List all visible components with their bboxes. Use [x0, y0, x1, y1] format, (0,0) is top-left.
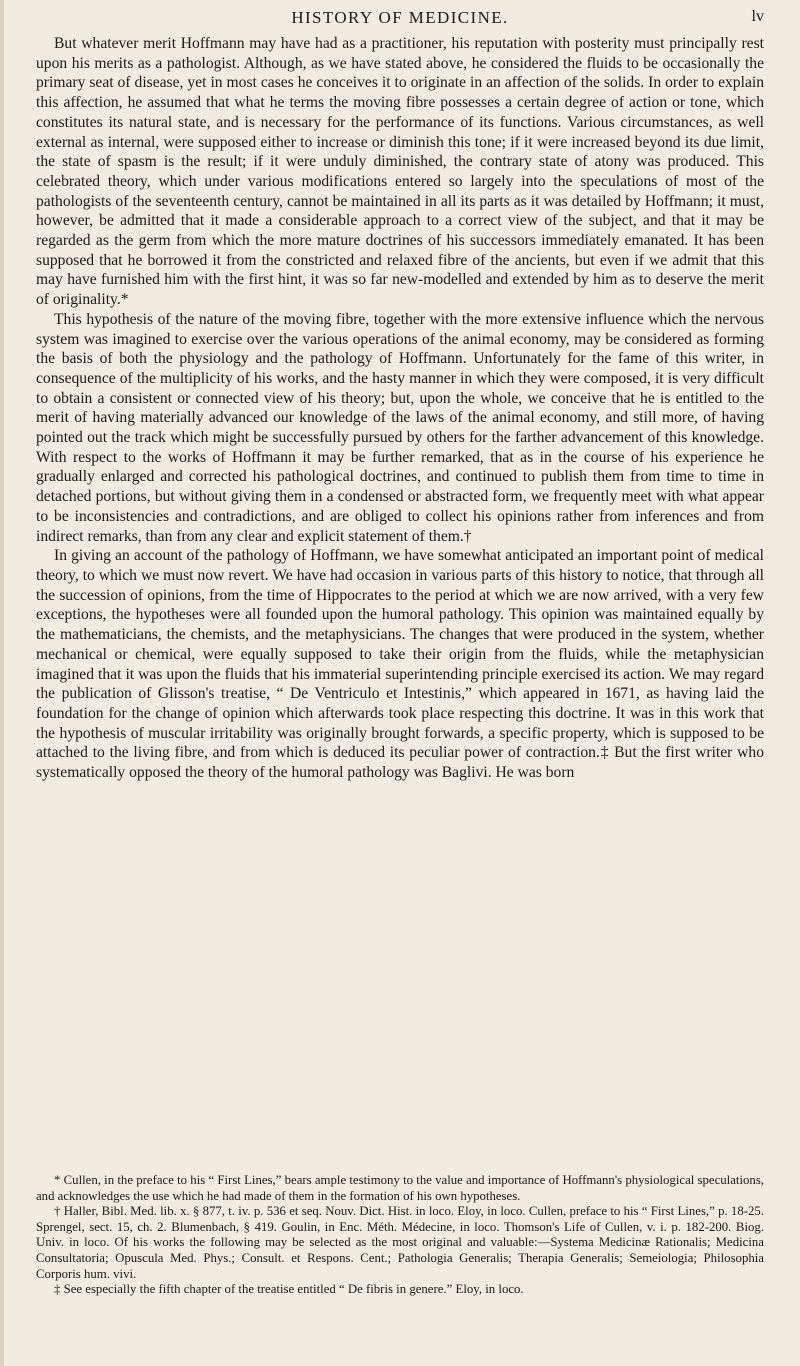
footnote-asterisk: * Cullen, in the preface to his “ First Lines,” bears ample testimony to the value and importance of Hoffmann's physiological speculations, and acknowledges the use which he had made of them in the formation of his own hypotheses. [36, 1173, 764, 1203]
body-text [36, 34, 764, 783]
page-number: lv [751, 8, 764, 25]
paragraph-humoral-pathology: In giving an account of the pathology of Hoffmann, we have somewhat anticipated an important point of medical theory, to which we must now revert. We have had occasion in various parts of this history to notice, that through all the succession of opinions, from the time of Hippocrates to the period at which we are now arrived, with a very few exceptions, the hypotheses were all founded upon the humoral pathology. This opinion was maintained equally by the mathematicians, the chemists, and the metaphysicians. The changes that were produced in the system, whether mechanical or chemical, were equally supposed to take their origin from the fluids, while the metaphysician imagined that it was upon the fluids that his immaterial superintending principle exercised its action. We may regard the publication of Glisson's treatise, “ De Ventriculo et Intestinis,” which appeared in 1671, as having laid the foundation for the change of opinion which afterwards took place respecting this doctrine. It was in this work that the hypothesis of muscular irritability was originally brought forwards, a specific property, which is supposed to be attached to the living fibre, and from which is deduced its peculiar power of contraction.‡ But the first writer who systematically opposed the theory of the humoral pathology was Baglivi. He was born [36, 547, 764, 782]
page-binding-edge [0, 0, 4, 1366]
footnote-dagger: † Haller, Bibl. Med. lib. x. § 877, t. iv. p. 536 et seq. Nouv. Dict. Hist. in loco. Eloy, in loco. Cullen, preface to his “ First Lines,” p. 18-25. Sprengel, sect. 15, ch. 2. Blumenbach, § 419. Goulin, in Enc. Méth. Médecine, in loco. Thomson's Life of Cullen, v. i. p. 182-200. Biog. Univ. in loco. Of his works the following may be selected as the most original and valuable:—Systema Medicinæ Rationalis; Medicina Consultatoria; Opuscula Med. Phys.; Consult. et Respons. Cent.; Pathologia Generalis; Therapia Generalis; Semeiologia; Philosophia Corporis hum. vivi. [36, 1204, 764, 1281]
footnote-double-dagger: ‡ See especially the fifth chapter of the treatise entitled “ De fibris in genere.” Eloy, in loco. [54, 1282, 524, 1297]
running-head [36, 6, 764, 34]
paragraph-hoffmann-pathology: But whatever merit Hoffmann may have had as a practitioner, his reputation with posterity must principally rest upon his merits as a pathologist. Although, as we have stated above, he considered the fluids to be occasionally the primary seat of disease, yet in most cases he conceives it to originate in an affection of the solids. In order to explain this affection, he assumed that what he terms the moving fibre possesses a certain degree of action or tone, which constitutes its natural state, and is necessary for the performance of its functions. Various circumstances, as well external as internal, were supposed either to increase or diminish this tone; if it were increased beyond its due limit, the state of spasm is the result; if it were unduly diminished, the contrary state of atony was produced. This celebrated theory, which under various modifications entered so largely into the speculations of most of the pathologists of the seventeenth century, cannot be maintained in all its parts as it was detailed by Hoffmann; it must, however, be admitted that it made a considerable approach to a correct view of the subject, and that it may be regarded as the germ from which the more mature doctrines of his successors immediately emanated. It has been supposed that he borrowed it from the constricted and relaxed fibre of the ancients, but even if we admit that this may have furnished him with the first hint, it was so far new-modelled and extended by him as to deserve the merit of originality.* [36, 35, 764, 309]
footnotes [36, 1173, 764, 1298]
paragraph-moving-fibre: This hypothesis of the nature of the moving fibre, together with the more extensive influence which the nervous system was imagined to exercise over the various operations of the animal economy, may be considered as forming the basis of both the physiology and the pathology of Hoffmann. Unfortunately for the fame of this writer, in consequence of the multiplicity of his works, and the hasty manner in which they were composed, it is very difficult to obtain a consistent or connected view of his theory; but, upon the whole, we conceive that he is entitled to the merit of having materially advanced our knowledge of the laws of the animal economy, and still more, of having pointed out the track which might be successfully pursued by others for the farther advancement of this knowledge. With respect to the works of Hoffmann it may be further remarked, that as in the course of his experience he gradually enlarged and corrected his pathological doctrines, and continued to publish them from time to time in detached portions, but without giving them in a condensed or abstracted form, we frequently meet with what appear to be inconsistencies and contradictions, and are obliged to collect his opinions rather from inferences and from indirect remarks, than from any clear and explicit statement of them.† [36, 310, 764, 545]
running-title: HISTORY OF MEDICINE. [291, 8, 509, 27]
